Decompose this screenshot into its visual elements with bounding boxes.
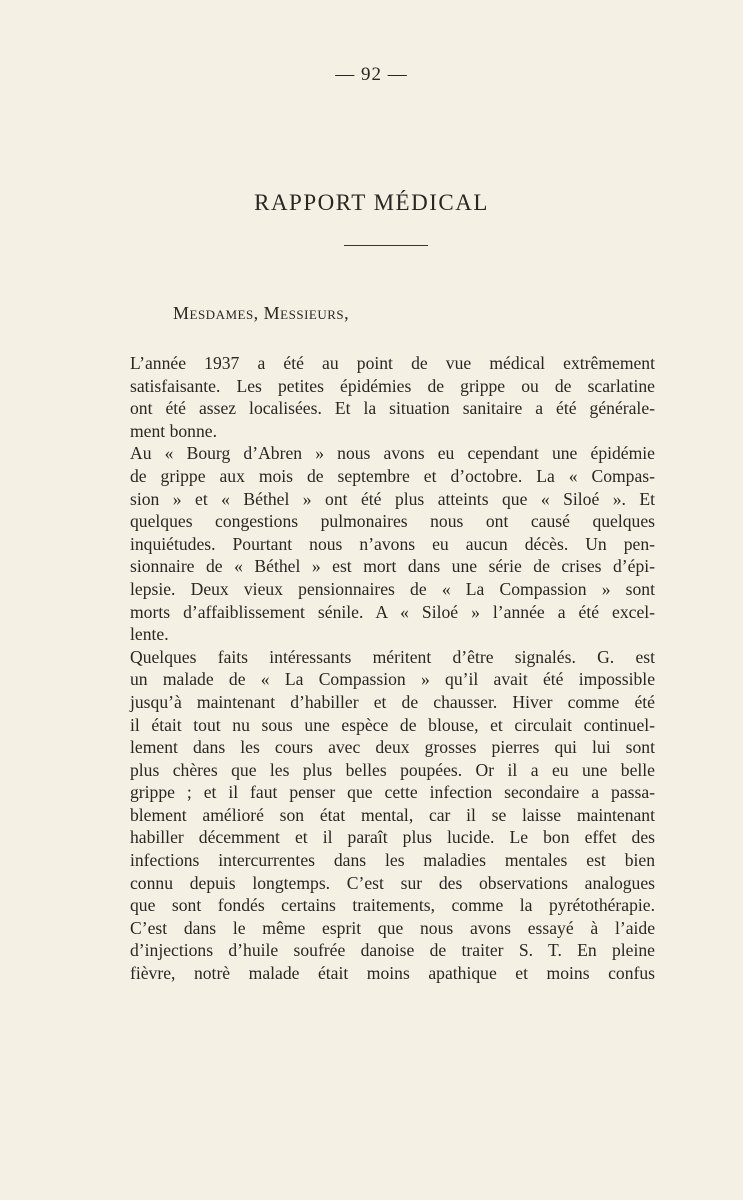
text-line: morts d’affaiblissement sénile. A « Siloé » l’année a été excel- (130, 601, 655, 622)
text-line: infections intercurrentes dans les maladies mentales est bien (130, 850, 655, 871)
text-line: C’est dans le même esprit que nous avons essayé à l’aide (130, 917, 655, 938)
paragraph-4 (130, 917, 655, 985)
salutation: Mesdames, Messieurs, (173, 303, 350, 323)
text-line: quelques congestions pulmonaires nous ont causé quelques (130, 511, 655, 532)
paragraph-3 (130, 646, 655, 917)
text-line: lente. (130, 624, 169, 645)
body-text (130, 352, 655, 985)
text-line: sion » et « Béthel » ont été plus atteints que « Siloé ». Et (130, 488, 655, 509)
text-line: satisfaisante. Les petites épidémies de grippe ou de scarlatine (130, 375, 655, 396)
text-line: blement amélioré son état mental, car il se laisse maintenant (130, 804, 655, 825)
page-number: — 92 — (335, 64, 408, 85)
text-line: lement dans les cours avec deux grosses pierres qui lui sont (130, 737, 655, 758)
text-line: Quelques faits intéressants méritent d’être signalés. G. est (130, 646, 655, 667)
text-line: habiller décemment et il paraît plus lucide. Le bon effet des (130, 827, 655, 848)
paragraph-1 (130, 352, 655, 442)
text-line: connu depuis longtemps. C’est sur des observations analogues (130, 872, 655, 893)
text-line: fièvre, notrè malade était moins apathique et moins confus (130, 963, 655, 984)
paragraph-2 (130, 442, 655, 645)
text-line: sionnaire de « Béthel » est mort dans une série de crises d’épi- (130, 556, 655, 577)
text-line: de grippe aux mois de septembre et d’octobre. La « Compas- (130, 465, 655, 486)
page-title: RAPPORT MÉDICAL (254, 190, 489, 215)
text-line: L’année 1937 a été au point de vue médical extrêmement (130, 353, 655, 373)
text-line: plus chères que les plus belles poupées. Or il a eu une belle (130, 759, 655, 780)
text-line: un malade de « La Compassion » qu’il avait été impossible (130, 669, 655, 690)
title-divider (344, 245, 428, 246)
text-line: Au « Bourg d’Abren » nous avons eu cependant une épidémie (130, 443, 655, 464)
text-line: ont été assez localisées. Et la situation sanitaire a été générale- (130, 398, 655, 419)
text-line: grippe ; et il faut penser que cette infection secondaire a passa- (130, 782, 655, 803)
text-line: jusqu’à maintenant d’habiller et de chausser. Hiver comme été (130, 691, 655, 712)
text-line: lepsie. Deux vieux pensionnaires de « La Compassion » sont (130, 578, 655, 599)
text-line: ment bonne. (130, 420, 217, 441)
text-line: que sont fondés certains traitements, comme la pyrétothérapie. (130, 895, 655, 916)
text-line: d’injections d’huile soufrée danoise de traiter S. T. En pleine (130, 940, 655, 961)
text-line: il était tout nu sous une espèce de blouse, et circulait continuel- (130, 714, 655, 735)
text-line: inquiétudes. Pourtant nous n’avons eu aucun décès. Un pen- (130, 533, 655, 554)
